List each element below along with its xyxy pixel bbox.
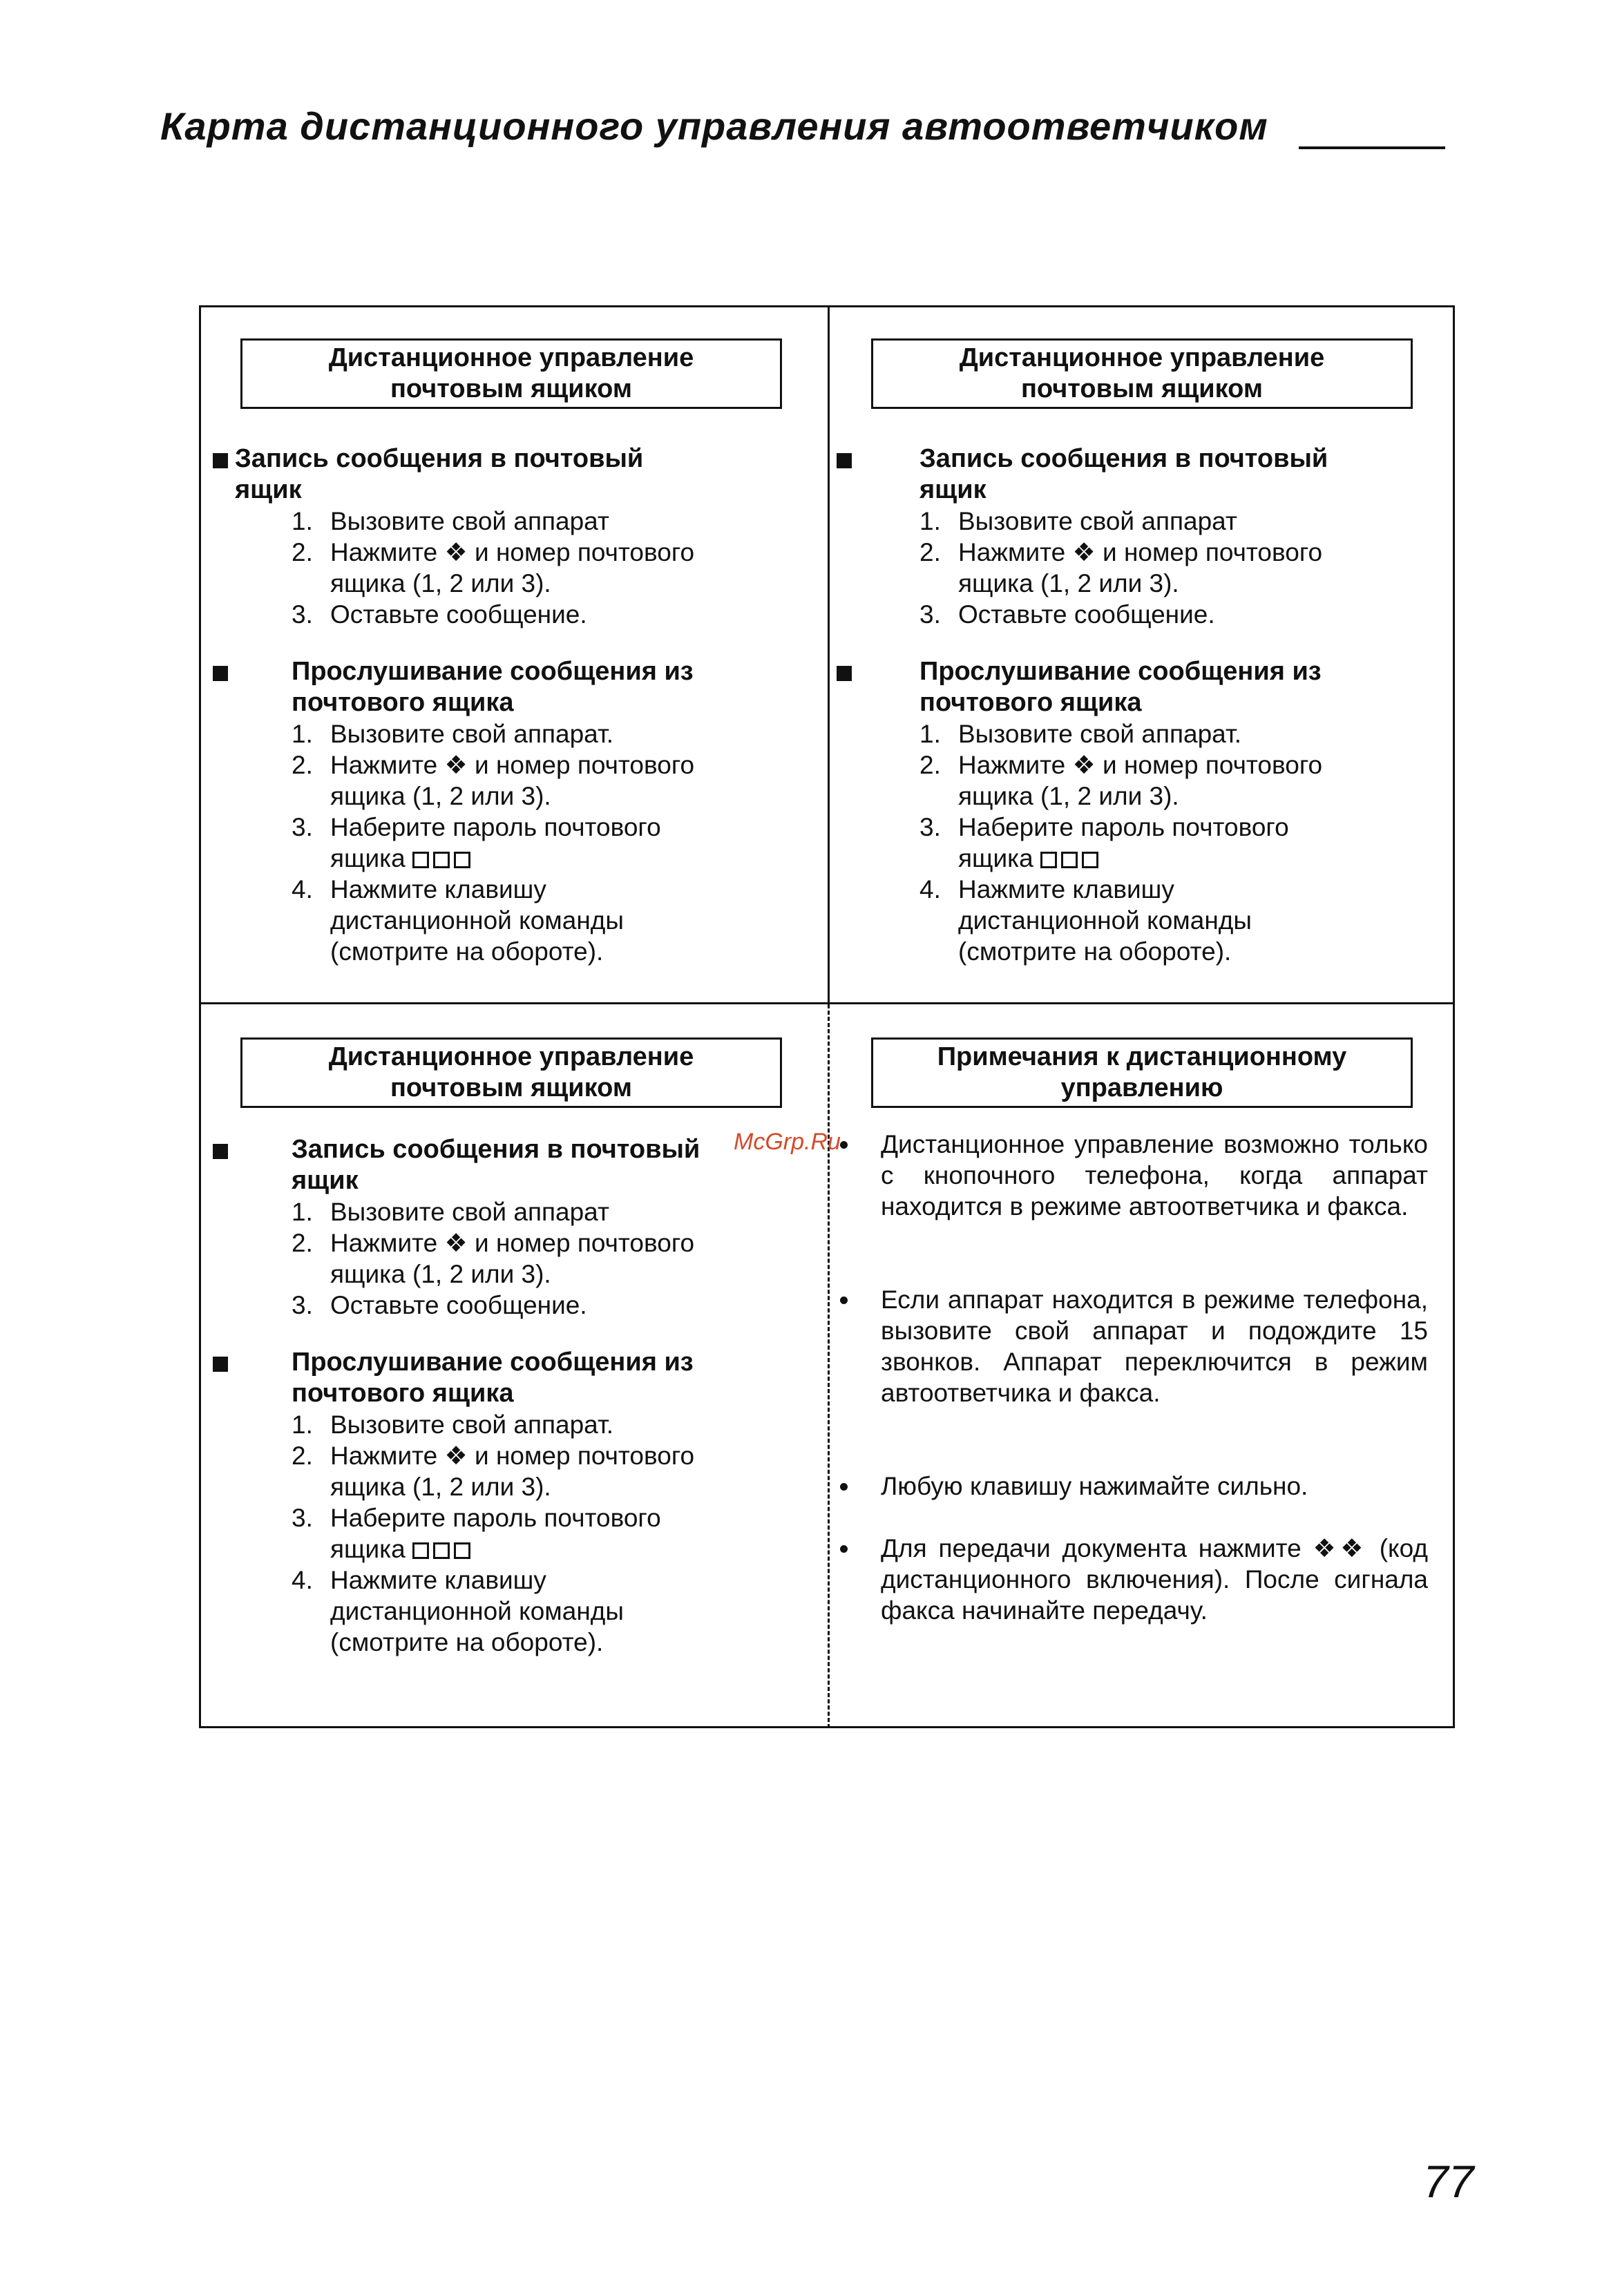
password-box-icon — [454, 852, 470, 868]
record-steps — [919, 506, 1322, 630]
list-item: 3. Оставьте сообщение. — [292, 1291, 587, 1319]
mailbox-card-bottom-left — [199, 1004, 828, 1728]
list-item: 4. Нажмите клавишу дистанционной команды (смотрите на обороте). — [292, 1566, 624, 1656]
list-item: 2. Нажмите ❖ и номер почтового ящика (1, 2 или 3). — [919, 751, 1323, 810]
list-item: 1. Вызовите свой аппарат — [292, 507, 609, 535]
watermark: McGrp.Ru — [734, 1129, 841, 1155]
mailbox-card-top-right — [830, 305, 1455, 1003]
list-item: 2. Нажмите ❖ и номер почтового ящика (1, 2 или 3). — [292, 538, 695, 597]
list-item: 1. Вызовите свой аппарат. — [292, 720, 614, 748]
record-steps — [292, 1196, 694, 1321]
list-item: 2. Нажмите ❖ и номер почтового ящика (1, 2 или 3). — [292, 1442, 695, 1501]
notes-card: Примечания к дистанционному управлению Дистанционное управление возможно только с кнопочного телефона, когда аппарат находится в режиме автоответчика и факса. Если аппарат находится в режиме телефона, вызовите свой аппарат и подождите 15 звонков. Аппарат переключится в режим автоответчика и факса. Любую клавишу нажимайте сильно. Для передачи документа нажмите ❖❖ (код дистанционного включения). После сигнала факса начинайте передачу. — [830, 1004, 1455, 1728]
password-box-icon — [433, 1542, 450, 1559]
bullet-dot-icon — [840, 1545, 848, 1553]
bullet-square-icon — [213, 666, 228, 681]
page-number: 77 — [1423, 2156, 1474, 2207]
list-item: 1. Вызовите свой аппарат. — [292, 1410, 614, 1439]
listen-title: Прослушивание сообщения из почтового ящика — [292, 657, 694, 717]
bullet-dot-icon — [840, 1297, 848, 1304]
password-box-icon — [454, 1542, 470, 1559]
mailbox-card-top-left — [199, 305, 828, 1003]
list-item: 4. Нажмите клавишу дистанционной команды (смотрите на обороте). — [292, 875, 624, 966]
record-title: Запись сообщения в почтовый ящик — [919, 444, 1328, 504]
card-heading: Дистанционное управление почтовым ящиком — [871, 338, 1413, 409]
list-item: 1. Вызовите свой аппарат — [292, 1198, 609, 1226]
listen-title: Прослушивание сообщения из почтового ящика — [292, 1348, 694, 1408]
record-title: Запись сообщения в почтовый ящик — [235, 444, 644, 504]
list-item: 2. Нажмите ❖ и номер почтового ящика (1, 2 или 3). — [292, 751, 695, 810]
title-rule — [1299, 146, 1445, 149]
bullet-square-icon — [837, 666, 852, 681]
card-heading: Дистанционное управление почтовым ящиком — [240, 1037, 782, 1108]
list-item: 1. Вызовите свой аппарат — [919, 507, 1237, 535]
listen-steps — [292, 718, 694, 967]
list-item: 3. Наберите пароль почтового ящика — [919, 813, 1289, 872]
listen-steps — [919, 718, 1322, 967]
bullet-square-icon — [213, 1357, 228, 1372]
password-box-icon — [1040, 852, 1057, 868]
list-item: 4. Нажмите клавишу дистанционной команды (смотрите на обороте). — [919, 875, 1252, 966]
password-box-icon — [433, 852, 450, 868]
list-item: 1. Вызовите свой аппарат. — [919, 720, 1242, 748]
list-item: 2. Нажмите ❖ и номер почтового ящика (1, 2 или 3). — [292, 1229, 695, 1288]
list-item: 3. Наберите пароль почтового ящика — [292, 813, 661, 872]
list-item: 3. Наберите пароль почтового ящика — [292, 1504, 661, 1563]
password-box-icon — [1061, 852, 1078, 868]
record-steps — [292, 506, 694, 630]
bullet-dot-icon — [840, 1141, 848, 1149]
password-box-icon — [412, 852, 429, 868]
listen-title: Прослушивание сообщения из почтового ящика — [919, 657, 1322, 717]
bullet-square-icon — [837, 453, 852, 468]
bullet-dot-icon — [840, 1483, 848, 1491]
page-title: Карта дистанционного управления автоответчиком — [160, 104, 1268, 148]
list-item: 3. Оставьте сообщение. — [919, 600, 1215, 629]
card-heading: Дистанционное управление почтовым ящиком — [240, 338, 782, 409]
listen-steps — [292, 1409, 694, 1658]
list-item: 3. Оставьте сообщение. — [292, 600, 587, 629]
notes-heading: Примечания к дистанционному управлению — [871, 1037, 1413, 1108]
password-box-icon — [1082, 852, 1098, 868]
bullet-square-icon — [213, 453, 228, 468]
record-title: Запись сообщения в почтовый ящик — [292, 1135, 700, 1195]
password-box-icon — [412, 1542, 429, 1559]
bullet-square-icon — [213, 1144, 228, 1159]
list-item: 2. Нажмите ❖ и номер почтового ящика (1, 2 или 3). — [919, 538, 1323, 597]
